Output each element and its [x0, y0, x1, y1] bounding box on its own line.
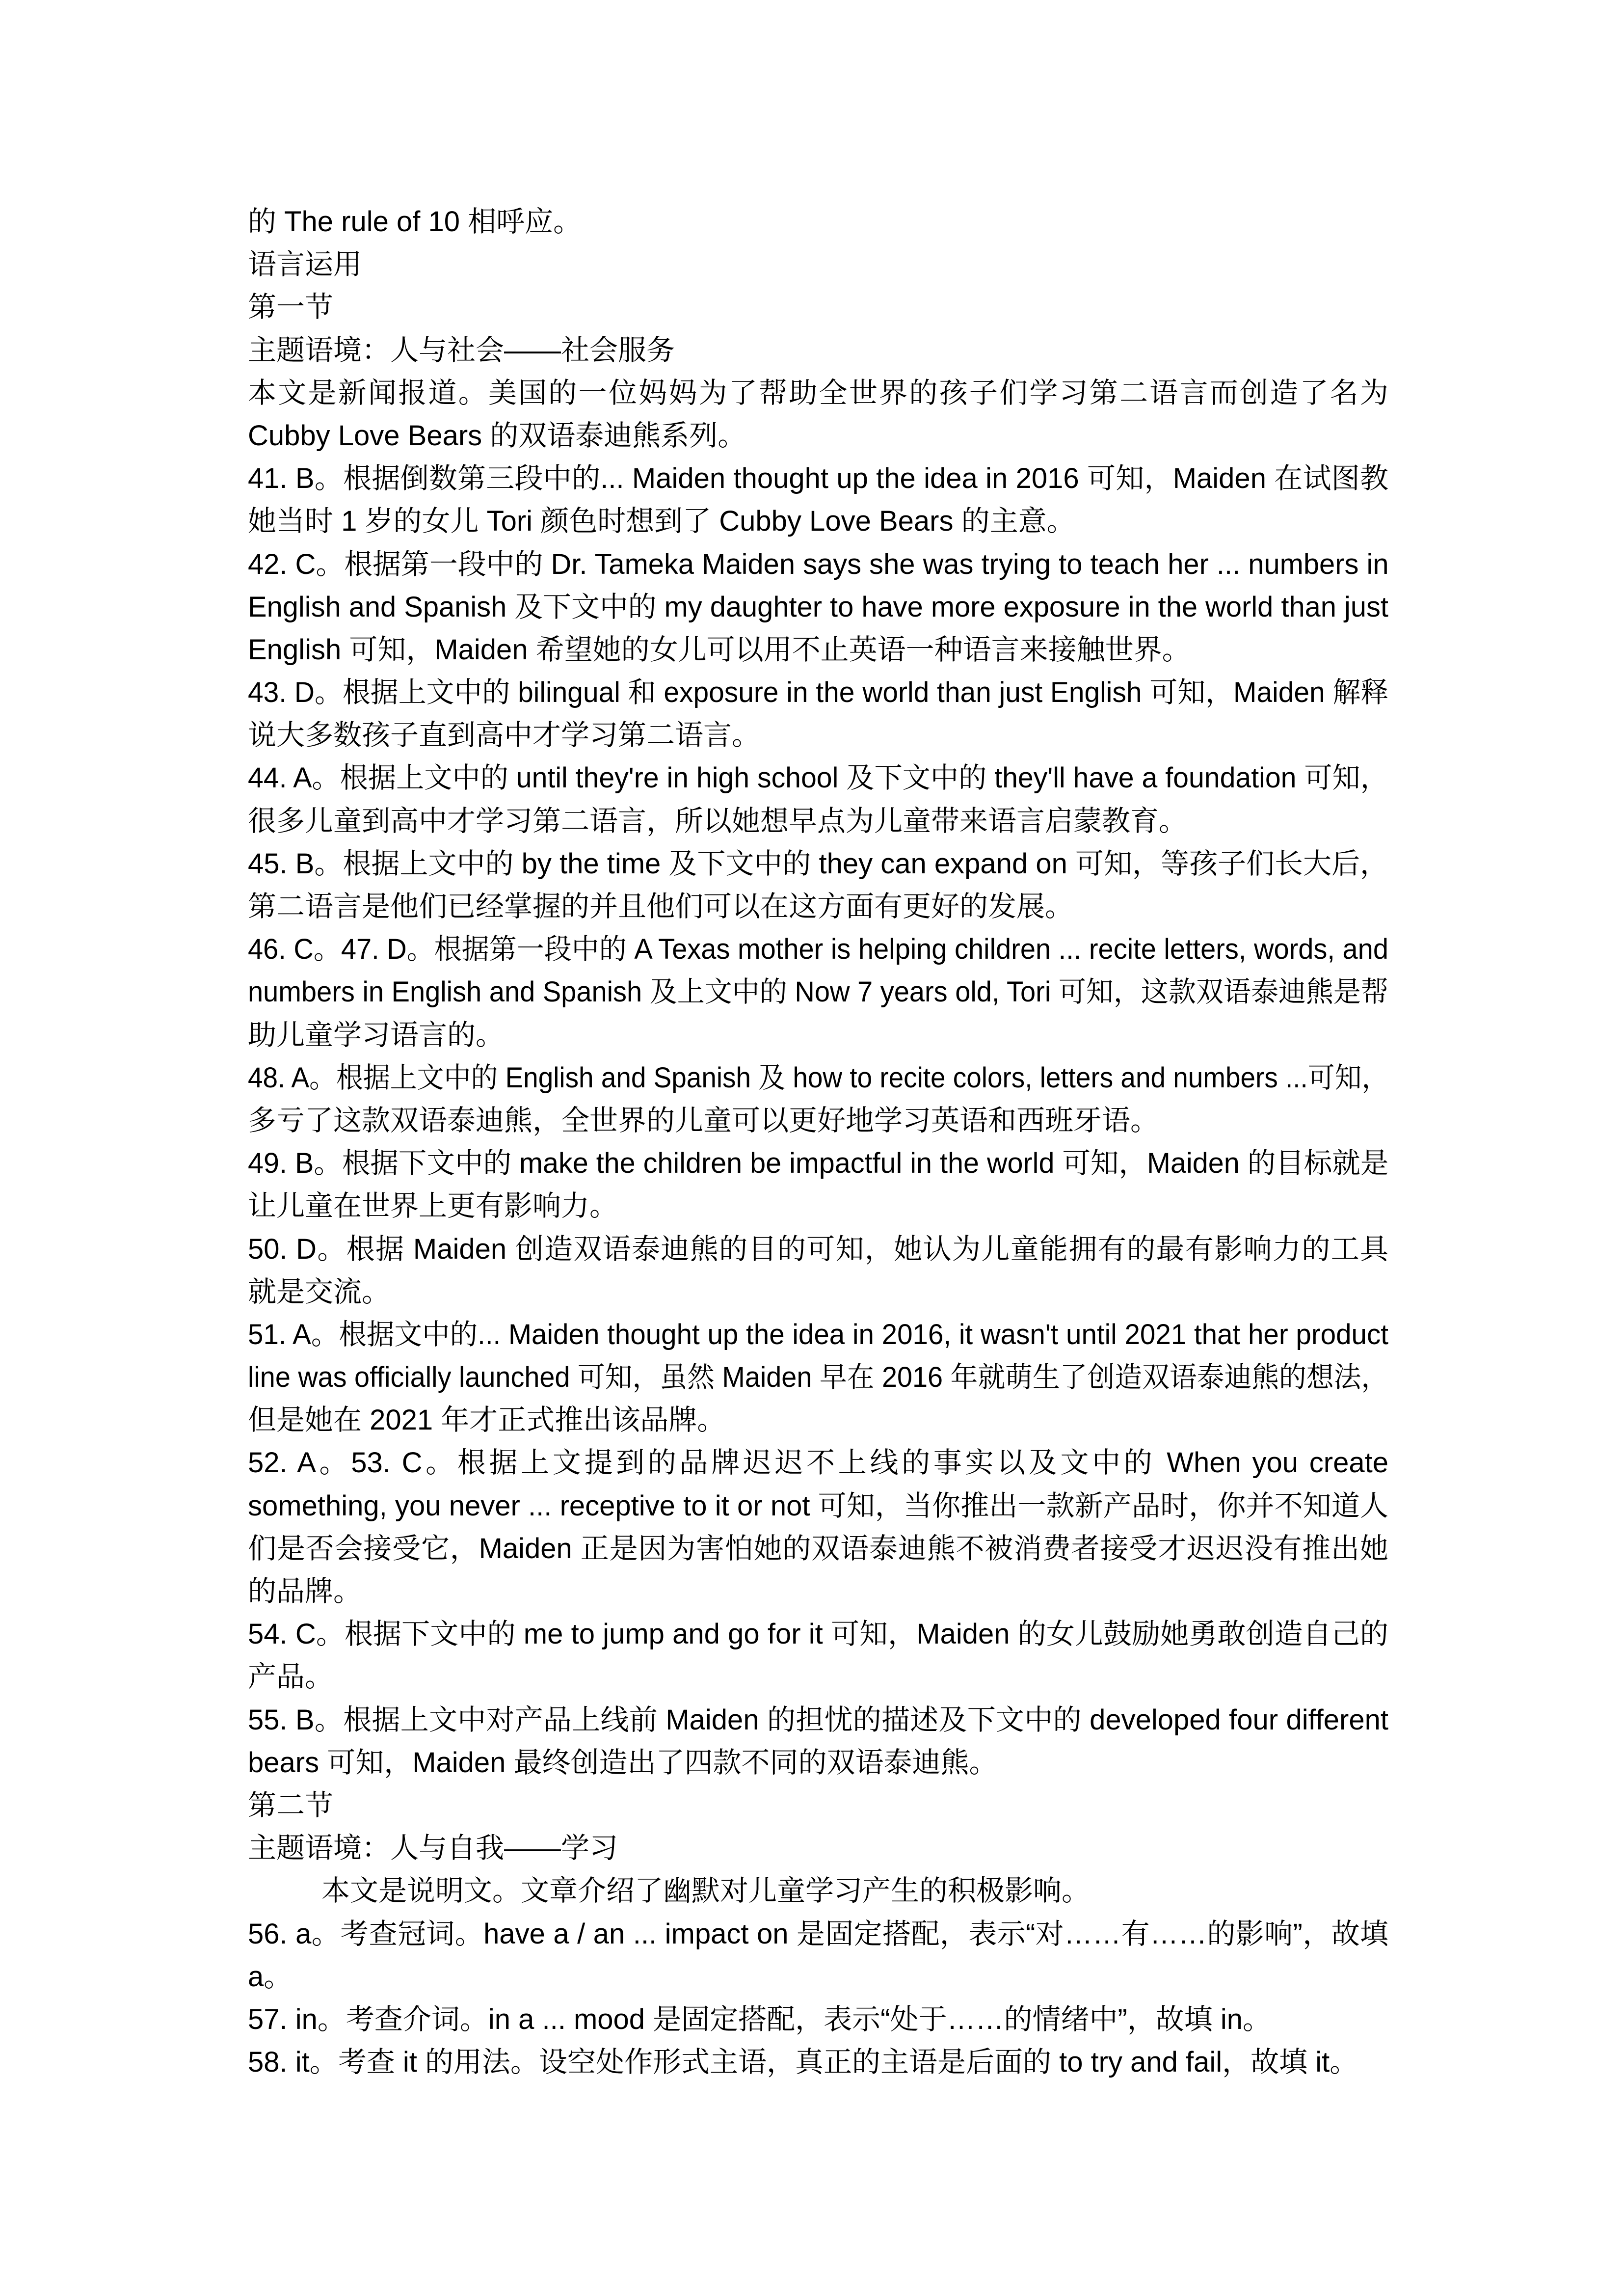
- answer-52-53-line-2: something, you never ... receptive to it or not 可知，当你推出一款新产品时，你并不知道人: [248, 1489, 1388, 1522]
- section-2-title: [248, 1784, 1388, 1827]
- answer-45: [248, 842, 1388, 928]
- answer-52-53-line-1: 52. A。53. C。根据上文提到的品牌迟迟不上线的事实以及文中的 When you create: [248, 1447, 1388, 1479]
- answer-45-line-2: 第二语言是他们已经掌握的并且他们可以在这方面有更好的发展。: [248, 891, 1074, 922]
- answer-44-line-2: 很多儿童到高中才学习第二语言，所以她想早点为儿童带来语言启蒙教育。: [248, 805, 1188, 837]
- section-1-context-text: 主题语境：人与社会——社会服务: [248, 334, 675, 366]
- answer-48: [248, 1056, 1388, 1142]
- answer-52-53-line-3: 们是否会接受它，Maiden 正是因为害怕她的双语泰迪熊不被消费者接受才迟迟没有推出她: [248, 1532, 1388, 1565]
- answer-44-line-1: 44. A。根据上文中的 until they're in high school 及下文中的 they'll have a foundation 可知，: [248, 762, 1388, 794]
- answer-48-line-1: 48. A。根据上文中的 English and Spanish 及 how to recite colors, letters and numbers ...可知，: [248, 1061, 1389, 1094]
- section-1-title: [248, 286, 1388, 328]
- answer-51-line-3: 但是她在 2021 年才正式推出该品牌。: [248, 1404, 726, 1436]
- continuation-line: 的 The rule of 10 相呼应。: [248, 206, 582, 238]
- section-1-summary-line-1: 本文是新闻报道。美国的一位妈妈为了帮助全世界的孩子们学习第二语言而创造了名为: [248, 377, 1388, 409]
- answer-51: [248, 1313, 1388, 1442]
- section-2-summary: [248, 1869, 1388, 1912]
- section-1-title-text: 第一节: [248, 291, 334, 324]
- answer-52-53-line-4: 的品牌。: [248, 1575, 362, 1607]
- answer-42: [248, 543, 1388, 672]
- answer-58: [248, 2041, 1388, 2083]
- answer-58-line-1: 58. it。考查 it 的用法。设空处作形式主语，真正的主语是后面的 to try and fail，故填 it。: [248, 2046, 1358, 2079]
- answer-57-line-1: 57. in。考查介词。in a ... mood 是固定搭配，表示“处于……的情绪中”，故填 in。: [248, 2003, 1272, 2035]
- answer-54-line-2: 产品。: [248, 1661, 334, 1693]
- answer-55: [248, 1699, 1388, 1784]
- answer-41-line-1: 41. B。根据倒数第三段中的... Maiden thought up the idea in 2016 可知，Maiden 在试图教: [248, 462, 1388, 495]
- answer-50-line-1: 50. D。根据 Maiden 创造双语泰迪熊的目的可知，她认为儿童能拥有的最有影响力的工具: [248, 1233, 1388, 1265]
- section-2-context-text: 主题语境：人与自我——学习: [248, 1832, 618, 1864]
- answer-41-line-2: 她当时 1 岁的女儿 Tori 颜色时想到了 Cubby Love Bears 的主意。: [248, 505, 1075, 538]
- answer-42-line-1: 42. C。根据第一段中的 Dr. Tameka Maiden says she was trying to teach her ... numbers in: [248, 548, 1389, 580]
- answer-49: [248, 1142, 1388, 1227]
- answer-48-line-2: 多亏了这款双语泰迪熊，全世界的儿童可以更好地学习英语和西班牙语。: [248, 1104, 1159, 1136]
- answer-55-line-1: 55. B。根据上文中对产品上线前 Maiden 的担忧的描述及下文中的 developed four different: [248, 1703, 1388, 1736]
- answer-49-line-2: 让儿童在世界上更有影响力。: [248, 1190, 618, 1222]
- section-2-context: [248, 1827, 1388, 1869]
- answer-55-line-2: bears 可知，Maiden 最终创造出了四款不同的双语泰迪熊。: [248, 1746, 998, 1779]
- answer-57: [248, 1998, 1388, 2041]
- section-2-title-text: 第二节: [248, 1789, 334, 1821]
- answer-50-line-2: 就是交流。: [248, 1275, 391, 1308]
- section-2-summary-line-1: 本文是说明文。文章介绍了幽默对儿童学习产生的积极影响。: [321, 1875, 1091, 1907]
- answer-43-line-2: 说大多数孩子直到高中才学习第二语言。: [248, 719, 761, 752]
- answer-51-line-2: line was officially launched 可知，虽然 Maiden 早在 2016 年就萌生了创造双语泰迪熊的想法，: [248, 1361, 1389, 1394]
- answer-46-47-line-3: 助儿童学习语言的。: [248, 1019, 505, 1051]
- answer-46-47-line-2: numbers in English and Spanish 及上文中的 Now 7 years old, Tori 可知，这款双语泰迪熊是帮: [248, 976, 1388, 1008]
- answer-43-line-1: 43. D。根据上文中的 bilingual 和 exposure in the world than just English 可知，Maiden 解释: [248, 676, 1389, 709]
- section-1-summary-line-2: Cubby Love Bears 的双语泰迪熊系列。: [248, 419, 746, 452]
- answer-56-line-2: a。: [248, 1960, 293, 1993]
- section-1-summary: [248, 372, 1388, 457]
- answer-56: [248, 1913, 1388, 1998]
- answer-46-47: [248, 928, 1388, 1056]
- answer-44: [248, 756, 1388, 842]
- answer-54-line-1: 54. C。根据下文中的 me to jump and go for it 可知，Maiden 的女儿鼓励她勇敢创造自己的: [248, 1618, 1388, 1650]
- answer-49-line-1: 49. B。根据下文中的 make the children be impactful in the world 可知，Maiden 的目标就是: [248, 1147, 1389, 1180]
- part-title-text: 语言运用: [248, 248, 362, 281]
- part-title: [248, 243, 1388, 286]
- answer-41: [248, 457, 1388, 542]
- answer-56-line-1: 56. a。考查冠词。have a / an ... impact on 是固定搭配，表示“对……有……的影响”，故填: [248, 1918, 1388, 1950]
- answer-50: [248, 1228, 1388, 1313]
- section-1-context: [248, 329, 1388, 372]
- answer-45-line-1: 45. B。根据上文中的 by the time 及下文中的 they can expand on 可知，等孩子们长大后，: [248, 847, 1388, 880]
- continuation-text: [248, 200, 1388, 243]
- answer-42-line-2: English and Spanish 及下文中的 my daughter to have more exposure in the world than just: [248, 591, 1389, 623]
- answer-42-line-3: English 可知，Maiden 希望她的女儿可以用不止英语一种语言来接触世界。: [248, 633, 1191, 666]
- answer-54: [248, 1613, 1388, 1698]
- answer-43: [248, 671, 1388, 756]
- answer-46-47-line-1: 46. C。47. D。根据第一段中的 A Texas mother is helping children ... recite letters, words, and: [248, 933, 1388, 966]
- answer-52-53: [248, 1441, 1388, 1613]
- answer-51-line-1: 51. A。根据文中的... Maiden thought up the idea in 2016, it wasn't until 2021 that her product: [248, 1318, 1388, 1351]
